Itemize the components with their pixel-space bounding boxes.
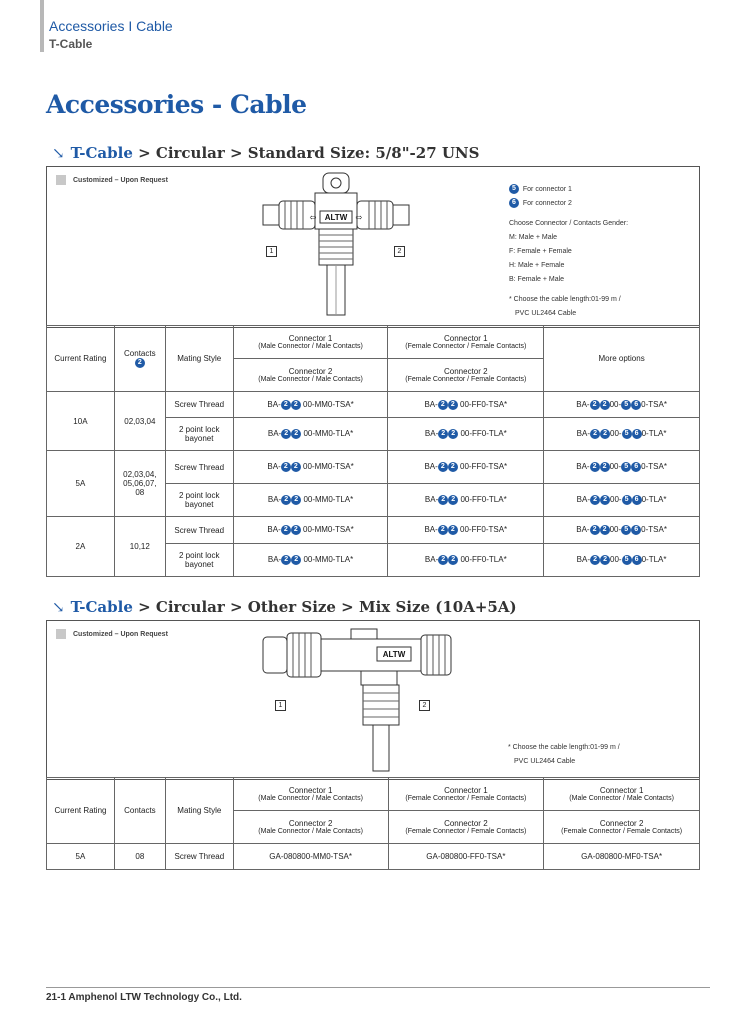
page-title: Accessories - Cable bbox=[46, 90, 307, 119]
crumb-t-cable: T-Cable bbox=[70, 144, 133, 162]
cable-note-2: PVC UL2464 Cable bbox=[514, 758, 576, 765]
gender-title: Choose Connector / Contacts Gender: bbox=[509, 220, 629, 227]
header-connector1-female: Connector 1 (Female Connector / Female Contacts) bbox=[388, 326, 544, 359]
svg-text:⇨: ⇨ bbox=[355, 213, 363, 222]
contacts-badge: 2 bbox=[135, 358, 145, 368]
header-subcategory: T-Cable bbox=[49, 37, 93, 51]
t-cable-illustration bbox=[257, 171, 417, 321]
badge-icon: 6 bbox=[632, 495, 642, 505]
header-side-bar bbox=[40, 0, 44, 52]
section-title-mix bbox=[52, 598, 517, 616]
table-row bbox=[47, 451, 700, 484]
badge-icon: 2 bbox=[448, 495, 458, 505]
badge-icon: 2 bbox=[291, 555, 301, 565]
gender-option: B: Female + Male bbox=[509, 276, 565, 283]
gray-square-icon bbox=[56, 629, 66, 639]
badge-icon: 2 bbox=[448, 400, 458, 410]
cell-part-number: BA- 2 2 00-MM0-TSA* bbox=[233, 392, 388, 418]
cell-mating: 2 point lock bayonet bbox=[165, 418, 233, 451]
customized-note: Customized – Upon Request bbox=[56, 629, 168, 639]
cell-contacts: 08 bbox=[114, 844, 165, 870]
legend-notes bbox=[509, 183, 628, 321]
badge-icon: 2 bbox=[600, 429, 610, 439]
cell-mating: Screw Thread bbox=[165, 392, 233, 418]
header-current-rating: Current Rating bbox=[47, 778, 115, 844]
badge-icon: 2 bbox=[448, 555, 458, 565]
cell-part-number: BA- 2 2 00-MM0-TLA* bbox=[233, 484, 388, 517]
cell-part-number-more: BA- 2 2 00- 5 6 0-TSA* bbox=[544, 451, 700, 484]
altw-label: ALTW bbox=[324, 213, 348, 222]
header-mating-style: Mating Style bbox=[165, 778, 233, 844]
cell-part-number: GA-080800-MF0-TSA* bbox=[544, 844, 700, 870]
table-row bbox=[47, 844, 700, 870]
badge-icon: 2 bbox=[590, 555, 600, 565]
badge-icon: 2 bbox=[448, 525, 458, 535]
arrow-icon: ↘ bbox=[52, 144, 65, 162]
cell-part-number: BA- 2 2 00-MM0-TLA* bbox=[233, 544, 388, 577]
cell-part-number: BA- 2 2 00-MM0-TSA* bbox=[233, 451, 388, 484]
header-col3-connector1: Connector 1 (Male Connector / Male Contacts) bbox=[544, 778, 700, 811]
cable-note-2: PVC UL2464 Cable bbox=[515, 310, 577, 317]
legend-connector-1: 5 For connector 1 bbox=[509, 183, 628, 197]
badge-icon: 2 bbox=[438, 525, 448, 535]
badge-icon: 2 bbox=[590, 495, 600, 505]
badge-icon: 5 bbox=[622, 429, 632, 439]
cable-notes bbox=[508, 741, 620, 769]
badge-icon: 2 bbox=[590, 525, 600, 535]
header-connector1-male: Connector 1 (Male Connector / Male Contacts) bbox=[233, 326, 388, 359]
badge-icon: 2 bbox=[438, 495, 448, 505]
footer-text: 21-1 Amphenol LTW Technology Co., Ltd. bbox=[46, 992, 242, 1003]
badge-icon: 2 bbox=[590, 462, 600, 472]
badge-icon: 2 bbox=[448, 462, 458, 472]
spec-table-standard bbox=[46, 325, 700, 577]
gender-option: M: Male + Male bbox=[509, 234, 558, 241]
header-col2-connector1: Connector 1 (Female Connector / Female Contacts) bbox=[388, 778, 544, 811]
figure-panel-mix bbox=[46, 620, 700, 780]
badge-icon: 2 bbox=[281, 462, 291, 472]
crumb-path: > Circular > Standard Size: 5/8"-27 UNS bbox=[132, 144, 480, 162]
badge-icon: 2 bbox=[281, 400, 291, 410]
badge-icon: 2 bbox=[281, 555, 291, 565]
badge-icon: 2 bbox=[291, 462, 301, 472]
badge-icon: 2 bbox=[600, 462, 610, 472]
badge-icon: 2 bbox=[291, 525, 301, 535]
badge-icon: 2 bbox=[291, 400, 301, 410]
header-connector2-male: Connector 2 (Male Connector / Male Contacts) bbox=[233, 359, 388, 392]
cell-part-number: BA- 2 2 00-FF0-TLA* bbox=[388, 484, 544, 517]
badge-icon: 2 bbox=[448, 429, 458, 439]
cell-contacts: 02,03,04, 05,06,07, 08 bbox=[114, 451, 165, 517]
crumb-path: > Circular > Other Size > Mix Size (10A+5A) bbox=[132, 598, 517, 616]
cell-part-number: BA- 2 2 00-FF0-TLA* bbox=[388, 418, 544, 451]
badge-icon: 5 bbox=[622, 555, 632, 565]
mix-t-cable-illustration bbox=[257, 625, 477, 775]
badge-icon: 2 bbox=[438, 555, 448, 565]
cell-contacts: 02,03,04 bbox=[114, 392, 165, 451]
header-col1-connector1: Connector 1 (Male Connector / Male Contacts) bbox=[233, 778, 388, 811]
callout-1: 1 bbox=[266, 246, 277, 257]
spec-table-mix bbox=[46, 777, 700, 870]
badge-icon: 6 bbox=[631, 525, 641, 535]
header-contacts: Contacts 2 bbox=[114, 326, 165, 392]
badge-icon: 5 bbox=[621, 525, 631, 535]
header-col3-connector2: Connector 2 (Female Connector / Female Contacts) bbox=[544, 811, 700, 844]
cell-part-number: BA- 2 2 00-FF0-TLA* bbox=[388, 544, 544, 577]
cell-mating: 2 point lock bayonet bbox=[165, 484, 233, 517]
badge-icon: 2 bbox=[281, 429, 291, 439]
badge-icon: 6 bbox=[631, 400, 641, 410]
cell-mating: 2 point lock bayonet bbox=[165, 544, 233, 577]
header-category: Accessories I Cable bbox=[49, 18, 173, 34]
badge-icon: 2 bbox=[600, 495, 610, 505]
badge-icon: 2 bbox=[600, 400, 610, 410]
header-contacts: Contacts bbox=[114, 778, 165, 844]
header-more-options: More options bbox=[544, 326, 700, 392]
cell-part-number-more: BA- 2 2 00- 5 6 0-TLA* bbox=[544, 418, 700, 451]
cable-note: * Choose the cable length:01-99 m / bbox=[509, 296, 621, 303]
header-col1-connector2: Connector 2 (Male Connector / Male Contacts) bbox=[233, 811, 388, 844]
badge-icon: 2 bbox=[438, 462, 448, 472]
cell-rating: 5A bbox=[47, 451, 115, 517]
gray-square-icon bbox=[56, 175, 66, 185]
cell-rating: 2A bbox=[47, 517, 115, 577]
cell-rating: 10A bbox=[47, 392, 115, 451]
figure-panel-standard bbox=[46, 166, 700, 328]
badge-icon: 5 bbox=[621, 400, 631, 410]
badge-icon: 2 bbox=[600, 555, 610, 565]
cell-part-number: GA-080800-FF0-TSA* bbox=[388, 844, 544, 870]
gender-option: H: Male + Female bbox=[509, 262, 565, 269]
badge-icon: 2 bbox=[590, 429, 600, 439]
badge-icon: 6 bbox=[632, 555, 642, 565]
standard-table-body bbox=[47, 392, 700, 577]
gender-option: F: Female + Female bbox=[509, 248, 572, 255]
header-mating-style: Mating Style bbox=[165, 326, 233, 392]
cell-part-number: BA- 2 2 00-FF0-TSA* bbox=[388, 392, 544, 418]
badge-icon: 2 bbox=[590, 400, 600, 410]
badge-icon: 6 bbox=[631, 462, 641, 472]
altw-label: ALTW bbox=[382, 650, 406, 659]
legend-connector-2: 6 For connector 2 bbox=[509, 197, 628, 211]
svg-text:⇦: ⇦ bbox=[309, 213, 317, 222]
cell-part-number-more: BA- 2 2 00- 5 6 0-TSA* bbox=[544, 392, 700, 418]
cell-contacts: 10,12 bbox=[114, 517, 165, 577]
cell-mating: Screw Thread bbox=[165, 517, 233, 544]
cell-part-number: BA- 2 2 00-MM0-TSA* bbox=[233, 517, 388, 544]
callout-2: 2 bbox=[394, 246, 405, 257]
header-col2-connector2: Connector 2 (Female Connector / Female Contacts) bbox=[388, 811, 544, 844]
cell-part-number: BA- 2 2 00-FF0-TSA* bbox=[388, 517, 544, 544]
section-title-standard bbox=[52, 144, 479, 162]
table-row bbox=[47, 392, 700, 418]
callout-1: 1 bbox=[275, 700, 286, 711]
header-connector2-female: Connector 2 (Female Connector / Female Contacts) bbox=[388, 359, 544, 392]
badge-icon: 6 bbox=[632, 429, 642, 439]
cell-part-number-more: BA- 2 2 00- 5 6 0-TSA* bbox=[544, 517, 700, 544]
cell-part-number: BA- 2 2 00-FF0-TSA* bbox=[388, 451, 544, 484]
badge-icon: 5 bbox=[622, 495, 632, 505]
badge-icon: 5 bbox=[621, 462, 631, 472]
header-current-rating: Current Rating bbox=[47, 326, 115, 392]
badge-icon: 2 bbox=[291, 495, 301, 505]
footer-divider bbox=[46, 987, 710, 988]
badge-icon: 2 bbox=[281, 495, 291, 505]
table-row bbox=[47, 517, 700, 544]
cable-note: * Choose the cable length:01-99 m / bbox=[508, 744, 620, 751]
cell-mating: Screw Thread bbox=[165, 844, 233, 870]
cell-part-number: GA-080800-MM0-TSA* bbox=[233, 844, 388, 870]
cell-part-number-more: BA- 2 2 00- 5 6 0-TLA* bbox=[544, 484, 700, 517]
cell-part-number: BA- 2 2 00-MM0-TLA* bbox=[233, 418, 388, 451]
crumb-t-cable: T-Cable bbox=[70, 598, 133, 616]
cell-part-number-more: BA- 2 2 00- 5 6 0-TLA* bbox=[544, 544, 700, 577]
callout-2: 2 bbox=[419, 700, 430, 711]
cell-mating: Screw Thread bbox=[165, 451, 233, 484]
arrow-icon: ↘ bbox=[52, 598, 65, 616]
badge-icon: 2 bbox=[291, 429, 301, 439]
badge-icon: 2 bbox=[600, 525, 610, 535]
badge-icon: 2 bbox=[438, 400, 448, 410]
customized-note: Customized – Upon Request bbox=[56, 175, 168, 185]
badge-icon: 2 bbox=[281, 525, 291, 535]
badge-icon: 2 bbox=[438, 429, 448, 439]
cell-rating: 5A bbox=[47, 844, 115, 870]
